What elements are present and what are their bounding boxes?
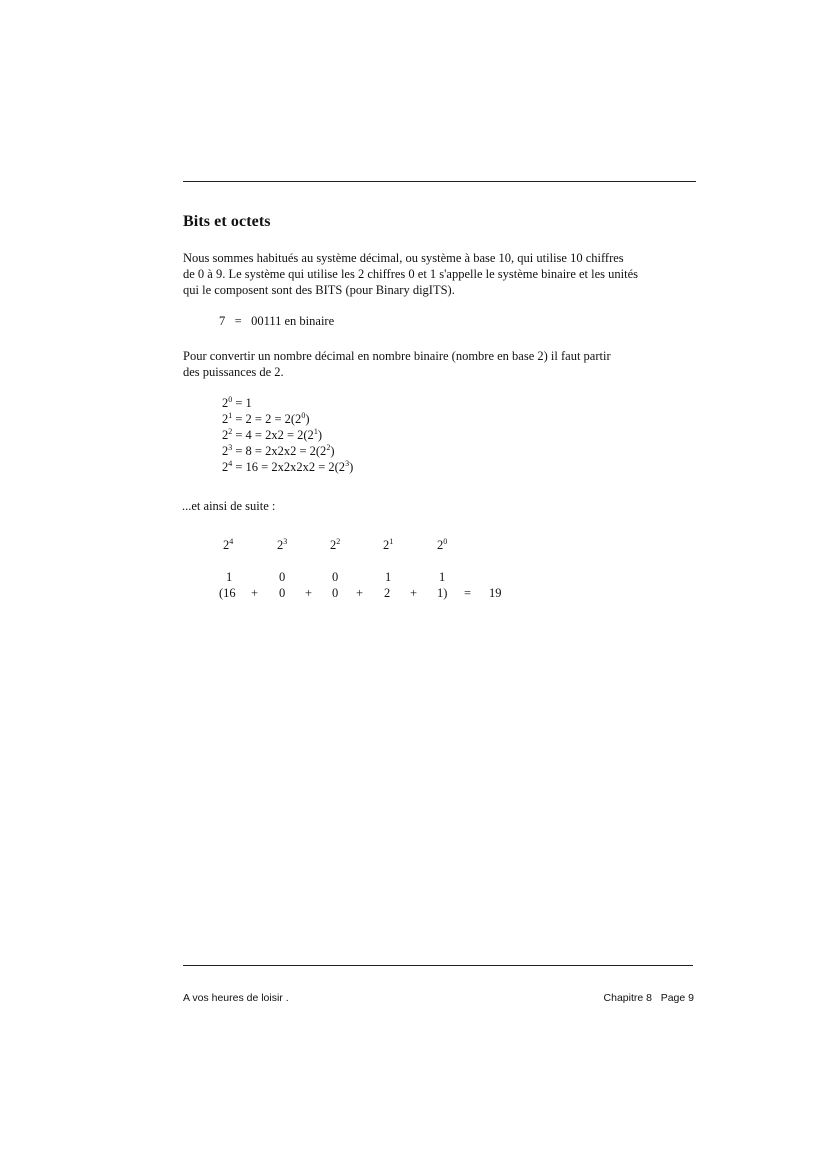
conversion-line-2: des puissances de 2.	[183, 365, 284, 379]
table-header-cell: $2^2$	[330, 537, 341, 552]
sum-term: (16	[219, 586, 236, 600]
sum-operator: +	[251, 586, 259, 600]
sum-operator: +	[305, 586, 313, 600]
bit-cell: 0	[279, 570, 286, 584]
sum-term: 2	[384, 586, 391, 600]
bit-cell: 1	[226, 570, 233, 584]
sum-term: 0	[332, 586, 339, 600]
binary-example	[219, 314, 334, 329]
footer-right: Chapitre 8 Page 9	[603, 992, 694, 1004]
conversion-line-1: Pour convertir un nombre décimal en nombre binaire (nombre en base 2) il faut partir	[183, 349, 611, 363]
bottom-rule	[183, 965, 693, 966]
sum-term: 0	[279, 586, 286, 600]
section-title: Bits et octets	[183, 213, 271, 230]
bit-cell: 0	[332, 570, 339, 584]
table-header-cell: $2^0$	[437, 537, 448, 552]
intro-line-2: de 0 à 9. Le système qui utilise les 2 chiffres 0 et 1 s'appelle le système binaire et les unités	[183, 267, 639, 281]
table-header-cell: $2^3$	[277, 537, 288, 552]
power-row: $2^1 = 2 = 2 = 2(2^0)$	[222, 411, 310, 426]
top-rule	[183, 181, 696, 182]
sum-term: 1)	[437, 586, 448, 600]
table-header-cell: $2^4$	[223, 537, 234, 552]
bit-cell: 1	[439, 570, 446, 584]
etc-text: ...et ainsi de suite :	[182, 499, 276, 513]
power-row: $2^3 = 8 = 2x2x2 = 2(2^2)$	[222, 443, 335, 458]
power-row: $2^0 = 1$	[222, 395, 252, 410]
intro-line-1: Nous sommes habitués au système décimal, ou système à base 10, qui utilise 10 chiffres	[183, 251, 624, 265]
example-binary: 00111 en binaire	[251, 314, 335, 328]
sum-operator: +	[356, 586, 364, 600]
sum-operator: +	[410, 586, 418, 600]
example-decimal: 7	[219, 314, 226, 328]
sum-result: 19	[489, 586, 502, 600]
power-row: $2^2 = 4 = 2x2 = 2(2^1)$	[222, 427, 322, 442]
intro-line-3: qui le composent sont des BITS (pour Binary digITS).	[183, 283, 455, 297]
example-equals: =	[234, 314, 242, 328]
footer-left: A vos heures de loisir .	[183, 992, 289, 1004]
bit-cell: 1	[385, 570, 392, 584]
power-row: $2^4 = 16 = 2x2x2x2 = 2(2^3)$	[222, 459, 354, 474]
table-header-cell: $2^1$	[383, 537, 394, 552]
sum-equals: =	[464, 586, 472, 600]
